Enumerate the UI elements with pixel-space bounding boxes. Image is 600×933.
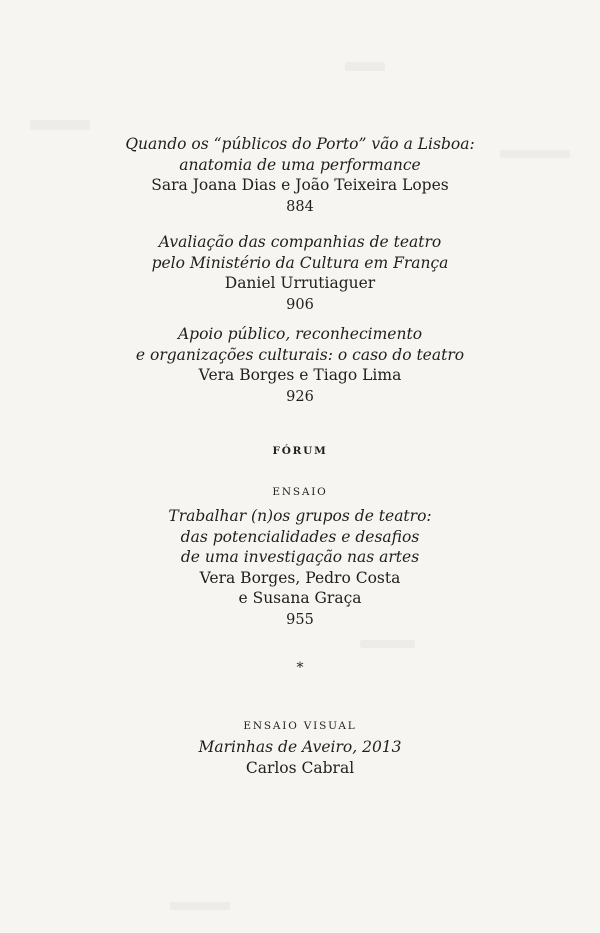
- entry-title-line: Apoio público, reconhecimento: [177, 325, 423, 343]
- entry-page-number: 906: [286, 296, 314, 313]
- entry-authors: Vera Borges, Pedro Costa: [199, 568, 401, 587]
- toc-entry: [0, 232, 600, 315]
- entry-title-line: Trabalhar (n)os grupos de teatro:: [168, 507, 432, 525]
- section-heading-forum: FÓRUM: [272, 445, 328, 457]
- toc-entry: [0, 134, 600, 217]
- entry-page-number: 884: [286, 198, 314, 215]
- entry-authors: Vera Borges e Tiago Lima: [198, 366, 402, 384]
- toc-entry: [0, 506, 600, 630]
- entry-title-line: Avaliação das companhias de teatro: [158, 233, 442, 251]
- bleed-through-mark: [360, 640, 415, 648]
- bleed-through-mark: [170, 902, 230, 910]
- entry-title-line: Marinhas de Aveiro, 2013: [198, 738, 402, 756]
- section-separator: *: [296, 660, 304, 676]
- entry-authors: Daniel Urrutiaguer: [224, 274, 376, 292]
- bleed-through-mark: [345, 62, 385, 71]
- bleed-through-mark: [30, 120, 90, 130]
- entry-title-line: pelo Ministério da Cultura em França: [151, 253, 449, 272]
- subsection-heading-ensaio: ENSAIO: [272, 486, 328, 498]
- entry-page-number: 955: [286, 611, 314, 628]
- entry-authors: Sara Joana Dias e João Teixeira Lopes: [151, 176, 449, 194]
- entry-title-line: anatomia de uma performance: [179, 155, 421, 174]
- entry-title-line: das potencialidades e desafios: [180, 527, 420, 546]
- subsection-heading-ensaio-visual: ENSAIO VISUAL: [243, 720, 357, 732]
- entry-authors: Carlos Cabral: [245, 758, 355, 777]
- toc-entry: [0, 324, 600, 407]
- toc-entry: [0, 737, 600, 778]
- entry-title-line: de uma investigação nas artes: [180, 548, 420, 566]
- entry-authors: e Susana Graça: [238, 589, 362, 607]
- entry-page-number: 926: [286, 388, 314, 405]
- entry-title-line: Quando os “públicos do Porto” vão a Lisboa:: [125, 135, 475, 153]
- entry-title-line: e organizações culturais: o caso do teatro: [135, 345, 465, 364]
